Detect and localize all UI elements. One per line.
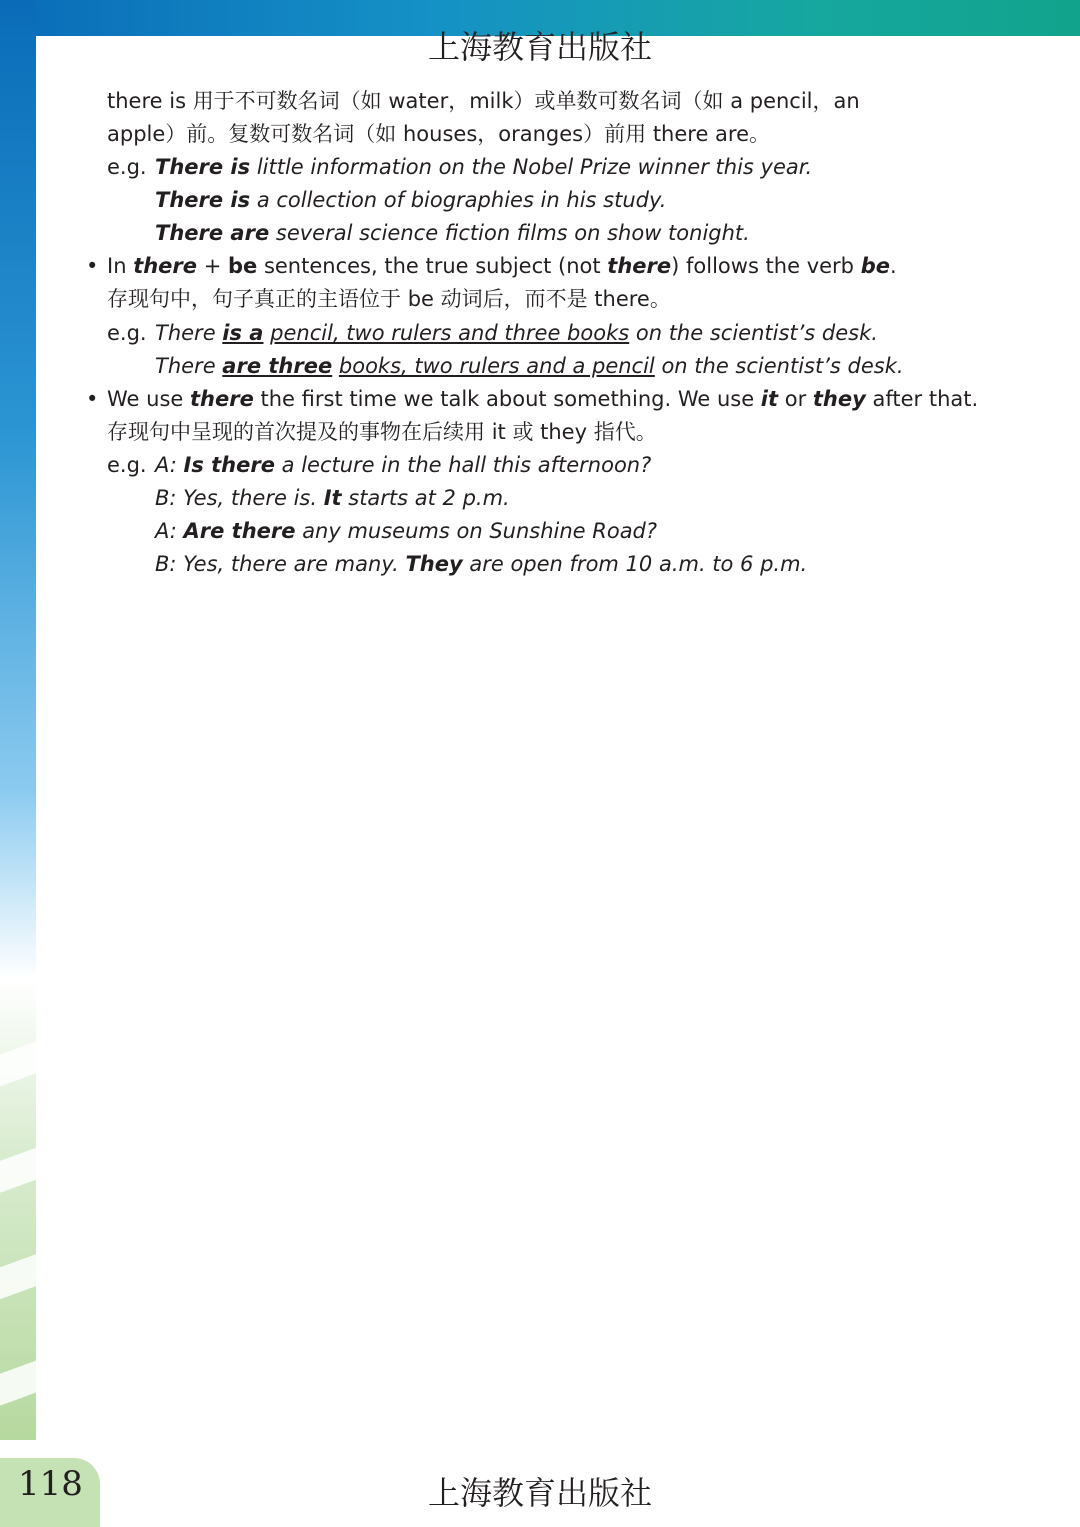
left-stripe-pattern <box>0 980 36 1440</box>
text-span: several science fiction films on show tonight. <box>269 221 750 245</box>
underlined-subject: pencil, two rulers and three books <box>270 321 630 345</box>
text-span: a pencil <box>730 89 813 113</box>
text-span: water <box>388 89 449 113</box>
text-span: 。 <box>749 122 771 146</box>
emphasis: Is there <box>183 453 275 477</box>
text-span: ， <box>448 89 470 113</box>
emphasis: there <box>607 254 672 278</box>
text-span: ) follows the verb <box>671 254 861 278</box>
text-span: houses <box>402 122 478 146</box>
text-span: little information on the Nobel Prize winner this year. <box>250 155 813 179</box>
emphasis: It <box>323 486 342 510</box>
emphasis: There are <box>155 221 270 245</box>
publisher-watermark-top: 上海教育出版社 <box>427 28 652 66</box>
emphasis: be <box>860 254 890 278</box>
bullet-icon: • <box>86 254 99 278</box>
intro-line-1 <box>107 85 860 118</box>
text-span: + <box>197 254 228 278</box>
example-sentence <box>155 350 904 383</box>
emphasis: it <box>760 387 779 411</box>
text-span: sentences, the true subject (not <box>257 254 608 278</box>
text-span: There <box>155 354 223 378</box>
dialogue-line <box>155 482 510 515</box>
dialogue-line <box>155 449 651 482</box>
text-span: be <box>407 287 434 311</box>
text-span: apple <box>107 122 166 146</box>
page-number: 118 <box>18 1464 83 1504</box>
eg-label: e.g. <box>107 155 147 179</box>
example-sentence <box>155 217 750 250</box>
text-span: any museums on Sunshine Road? <box>295 519 658 543</box>
text-span: 或 <box>505 420 541 444</box>
text-span: starts at 2 p.m. <box>341 486 510 510</box>
rule-3-chinese <box>107 416 657 449</box>
text-span: There <box>155 321 223 345</box>
text-span: they <box>540 420 588 444</box>
emphasis: They <box>405 552 463 576</box>
text-span: 动词后，而不是 <box>433 287 595 311</box>
dialogue-line <box>155 548 807 581</box>
example-sentence <box>155 184 666 217</box>
text-span: it <box>491 420 506 444</box>
rule-2-english <box>107 250 897 283</box>
text-span: 存现句中，句子真正的主语位于 <box>107 287 408 311</box>
rule-2-chinese <box>107 283 671 316</box>
dialogue-line <box>155 515 657 548</box>
text-span: a lecture in the hall this afternoon? <box>274 453 652 477</box>
underlined-subject: books, two rulers and a pencil <box>338 354 655 378</box>
emphasis: There is <box>155 155 251 179</box>
text-span: a collection of biographies in his study. <box>250 188 667 212</box>
text-span: In <box>107 254 134 278</box>
text-span: ）前用 <box>583 122 653 146</box>
text-span: on the scientist’s desk. <box>629 321 878 345</box>
text-span: 。 <box>649 287 671 311</box>
text-span: B: Yes, there is. <box>155 486 324 510</box>
intro-line-2 <box>107 118 770 151</box>
emphasis: they <box>812 387 866 411</box>
text-span: on the scientist’s desk. <box>654 354 904 378</box>
text-span: an <box>833 89 860 113</box>
emphasis: there <box>189 387 254 411</box>
bullet-icon: • <box>86 387 99 411</box>
text-span: A: <box>155 519 184 543</box>
text-span: ）或单数可数名词（如 <box>513 89 731 113</box>
text-span: after that. <box>865 387 979 411</box>
text-span: or <box>778 387 813 411</box>
text-span: . <box>889 254 897 278</box>
text-span: 存现句中呈现的首次提及的事物在后续用 <box>107 420 492 444</box>
text-span: ， <box>477 122 499 146</box>
text-span: 指代。 <box>587 420 657 444</box>
publisher-footer: 上海教育出版社 <box>427 1474 652 1512</box>
text-span <box>332 354 339 378</box>
emphasis: is a <box>222 321 264 345</box>
emphasis: be <box>227 254 258 278</box>
text-span: ）前。复数可数名词（如 <box>165 122 403 146</box>
eg-label: e.g. <box>107 321 147 345</box>
text-span: oranges <box>498 122 584 146</box>
text-span: milk <box>469 89 514 113</box>
emphasis: There is <box>155 188 251 212</box>
text-span: the first time we talk about something. We use <box>253 387 761 411</box>
text-span: there are <box>652 122 750 146</box>
rule-3-english <box>107 383 978 416</box>
text-span: A: <box>155 453 184 477</box>
text-span: We use <box>107 387 190 411</box>
emphasis: there <box>133 254 198 278</box>
text-span: B: Yes, there are many. <box>155 552 406 576</box>
text-span: are open from 10 a.m. to 6 p.m. <box>462 552 808 576</box>
example-sentence <box>155 151 812 184</box>
text-span: ， <box>812 89 834 113</box>
example-sentence <box>155 317 878 350</box>
text-span: there is <box>107 89 193 113</box>
eg-label: e.g. <box>107 453 147 477</box>
emphasis: Are there <box>183 519 296 543</box>
text-span: 用于不可数名词（如 <box>192 89 389 113</box>
emphasis: are three <box>222 354 333 378</box>
text-span: there <box>594 287 650 311</box>
